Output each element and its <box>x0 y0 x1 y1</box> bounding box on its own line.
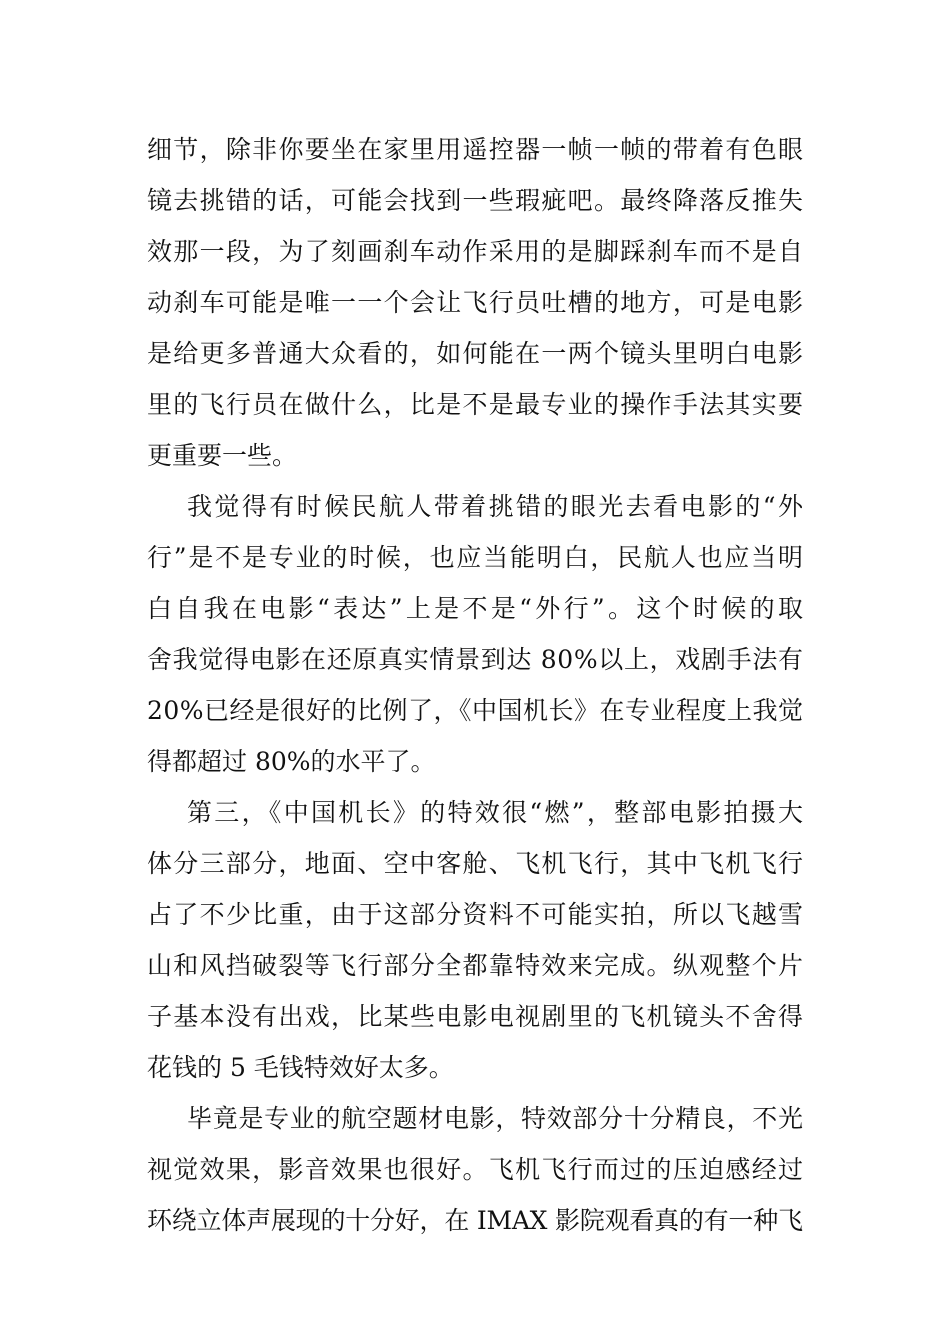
text-line <box>0 1048 950 1088</box>
text-line <box>0 997 950 1037</box>
text-line <box>0 691 950 731</box>
text-line <box>0 640 950 680</box>
text-line <box>0 844 950 884</box>
line-text: 体分三部分，地面、空中客舱、飞机飞行，其中飞机飞行 <box>147 849 805 878</box>
text-line <box>0 181 950 221</box>
line-text: 子基本没有出戏，比某些电影电视剧里的飞机镜头不舍得 <box>147 1002 805 1031</box>
line-text: 舍我觉得电影在还原真实情景到达 80%以上，戏剧手法有 <box>147 645 804 674</box>
text-line <box>0 385 950 425</box>
text-line <box>0 283 950 323</box>
line-text: 白自我在电影“表达”上是不是“外行”。这个时候的取 <box>147 594 807 623</box>
line-text: 第三，《中国机长》的特效很“燃”，整部电影拍摄大 <box>187 798 806 827</box>
line-text: 行”是不是专业的时候，也应当能明白，民航人也应当明 <box>147 543 805 572</box>
line-text: 花钱的 5 毛钱特效好太多。 <box>147 1053 454 1082</box>
line-text: 环绕立体声展现的十分好，在 IMAX 影院观看真的有一种飞 <box>147 1206 803 1235</box>
line-text: 镜去挑错的话，可能会找到一些瑕疵吧。最终降落反推失 <box>147 186 805 215</box>
text-line <box>0 436 950 476</box>
text-line <box>0 793 950 833</box>
line-text: 视觉效果，影音效果也很好。飞机飞行而过的压迫感经过 <box>147 1155 805 1184</box>
line-text: 更重要一些。 <box>147 441 298 470</box>
text-line <box>0 130 950 170</box>
text-line <box>0 487 950 527</box>
text-line <box>0 1150 950 1190</box>
line-text: 得都超过 80%的水平了。 <box>147 747 436 776</box>
text-line <box>0 1099 950 1139</box>
line-text: 山和风挡破裂等飞行部分全都靠特效来完成。纵观整个片 <box>147 951 805 980</box>
line-text: 占了不少比重，由于这部分资料不可能实拍，所以飞越雪 <box>147 900 805 929</box>
line-text: 效那一段，为了刻画刹车动作采用的是脚踩刹车而不是自 <box>147 237 805 266</box>
line-text: 细节，除非你要坐在家里用遥控器一帧一帧的带着有色眼 <box>147 135 805 164</box>
text-line <box>0 742 950 782</box>
text-line <box>0 1201 950 1241</box>
text-line <box>0 538 950 578</box>
text-line <box>0 232 950 272</box>
text-line <box>0 946 950 986</box>
line-text: 毕竟是专业的航空题材电影，特效部分十分精良，不光 <box>187 1104 804 1133</box>
text-line <box>0 334 950 374</box>
line-text: 20%已经是很好的比例了，《中国机长》在专业程度上我觉 <box>147 696 804 725</box>
line-text: 我觉得有时候民航人带着挑错的眼光去看电影的“外 <box>187 492 806 521</box>
text-line <box>0 589 950 629</box>
line-text: 动刹车可能是唯一一个会让飞行员吐槽的地方，可是电影 <box>147 288 805 317</box>
line-text: 里的飞行员在做什么，比是不是最专业的操作手法其实要 <box>147 390 805 419</box>
text-line <box>0 895 950 935</box>
line-text: 是给更多普通大众看的，如何能在一两个镜头里明白电影 <box>147 339 805 368</box>
